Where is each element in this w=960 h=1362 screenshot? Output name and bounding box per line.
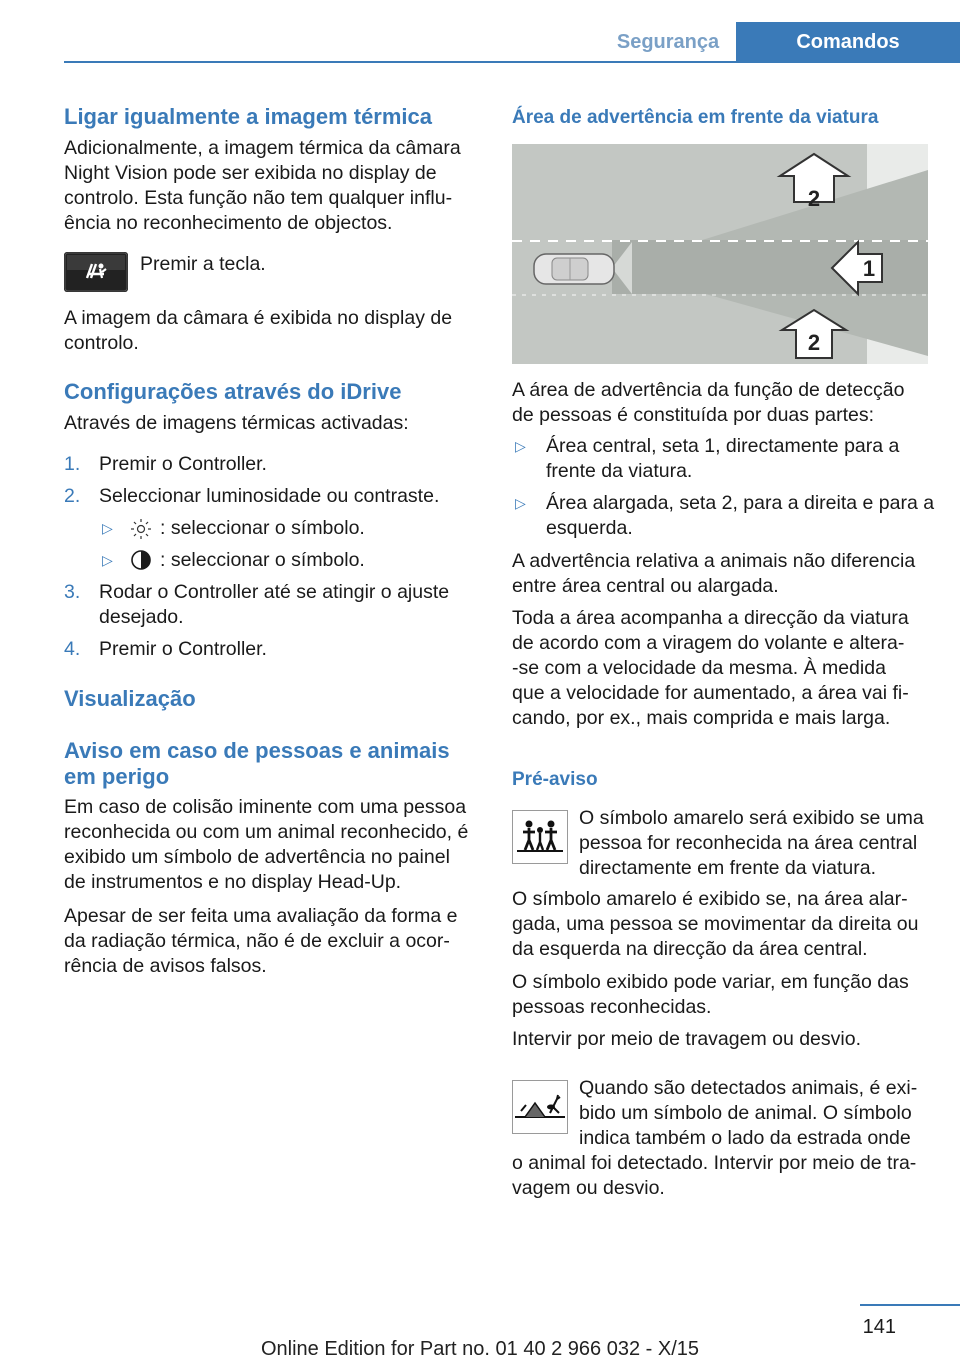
paragraph-idrive-intro: Através de imagens térmicas activadas: — [64, 412, 409, 434]
step-text: Rodar o Controller até se atingir o ajuste desejado. — [99, 581, 450, 628]
animal-warning-symbol — [512, 1080, 568, 1134]
brightness-icon — [130, 518, 152, 540]
step-number: 2. — [64, 485, 81, 507]
paragraph-camera-image: A imagem da câmara é exibida no display de controlo. — [64, 307, 453, 354]
paragraph-yellow-symbol: O símbolo amarelo é exibido se, na área alar‐ gada, uma pessoa se movimentar da direita ou da esquerda na direcção da área central. — [512, 888, 919, 960]
page-number: 141 — [862, 1316, 896, 1338]
animal-icon — [513, 1081, 567, 1133]
heading-visualizacao: Visualização — [64, 686, 196, 711]
paragraph-area-follows: Toda a área acompanha a direcção da viatura de acordo com a viragem do volante e altera‐ -se com a velocidade da mesma. À medida que a velocidade for aumentado, a área vai fi‐ cando, por ex., mais comprida e mais larga. — [512, 607, 909, 729]
diagram-label: 2 — [807, 330, 821, 355]
bullet-triangle-icon: ▷ — [102, 520, 113, 536]
heading-warning-area: Área de advertência em frente da viatura — [512, 107, 879, 128]
sub-item-text: : seleccionar o símbolo. — [160, 517, 365, 539]
persons-icon — [513, 811, 567, 863]
footer-rule — [860, 1304, 960, 1306]
header-rule — [64, 61, 960, 63]
person-warning-symbol — [512, 810, 568, 864]
step-number: 3. — [64, 581, 81, 603]
tab-comandos[interactable]: Comandos — [736, 22, 960, 63]
heading-thermal-image: Ligar igualmente a imagem térmica — [64, 104, 433, 129]
paragraph-warning-area-intro: A área de advertência da função de detecção de pessoas é constituída por duas partes: — [512, 379, 905, 426]
sub-item-text: : seleccionar o símbolo. — [160, 549, 365, 571]
bullet-triangle-icon: ▷ — [515, 438, 526, 454]
bullet-triangle-icon: ▷ — [515, 495, 526, 511]
night-vision-key-button[interactable] — [64, 252, 128, 292]
heading-pre-aviso: Pré-aviso — [512, 769, 598, 790]
step-number: 1. — [64, 453, 81, 475]
paragraph-animal-detected: o animal foi detectado. Intervir por meio de tra‐ vagem ou desvio. — [512, 1152, 917, 1199]
paragraph-thermal-intro: Adicionalmente, a imagem térmica da câmara Night Vision pode ser exibida no display de controlo. Esta função não tem qualquer influ‐ ência no reconhecimento de objectos. — [64, 137, 461, 234]
heading-idrive-settings: Configurações através do iDrive — [64, 379, 402, 404]
paragraph-collision: Em caso de colisão iminente com uma pessoa reconhecida ou com um animal reconhecido, é exibido um símbolo de advertência no painel de instrumentos e no display Head-Up. — [64, 796, 469, 893]
paragraph-false-warnings: Apesar de ser feita uma avaliação da forma e da radiação térmica, não é de excluir a ocor‐ rência de avisos falsos. — [64, 905, 458, 977]
animal-warning-text: Quando são detectados animais, é exi‐ bido um símbolo de animal. O símbolo indica também o lado da estrada onde — [579, 1077, 918, 1149]
night-vision-icon — [64, 252, 128, 292]
bullet-triangle-icon: ▷ — [102, 552, 113, 568]
warning-area-diagram — [512, 144, 928, 364]
car-icon — [534, 254, 614, 284]
bullet-text: Área alargada, seta 2, para a direita e para a esquerda. — [546, 492, 935, 539]
step-text: Seleccionar luminosidade ou contraste. — [99, 485, 440, 507]
heading-warning-persons-animals: Aviso em caso de pessoas e animais em perigo — [64, 738, 450, 789]
paragraph-intervene: Intervir por meio de travagem ou desvio. — [512, 1028, 862, 1050]
diagram-label: 1 — [862, 256, 876, 281]
paragraph-symbol-varies: O símbolo exibido pode variar, em função das pessoas reconhecidas. — [512, 971, 909, 1018]
contrast-icon — [130, 549, 152, 571]
tab-seguranca[interactable]: Segurança — [616, 31, 720, 53]
key-instruction: Premir a tecla. — [140, 253, 266, 275]
step-text: Premir o Controller. — [99, 453, 267, 475]
online-edition-note: Online Edition for Part no. 01 40 2 966 032 - X/15 — [260, 1338, 700, 1360]
step-text: Premir o Controller. — [99, 638, 267, 660]
step-number: 4. — [64, 638, 81, 660]
pre-warning-text: O símbolo amarelo será exibido se uma pessoa for reconhecida na área central directamente em frente da viatura. — [579, 807, 924, 879]
paragraph-animals: A advertência relativa a animais não diferencia entre área central ou alargada. — [512, 550, 916, 597]
diagram-label: 2 — [807, 186, 821, 211]
bullet-text: Área central, seta 1, directamente para a frente da viatura. — [546, 435, 900, 482]
